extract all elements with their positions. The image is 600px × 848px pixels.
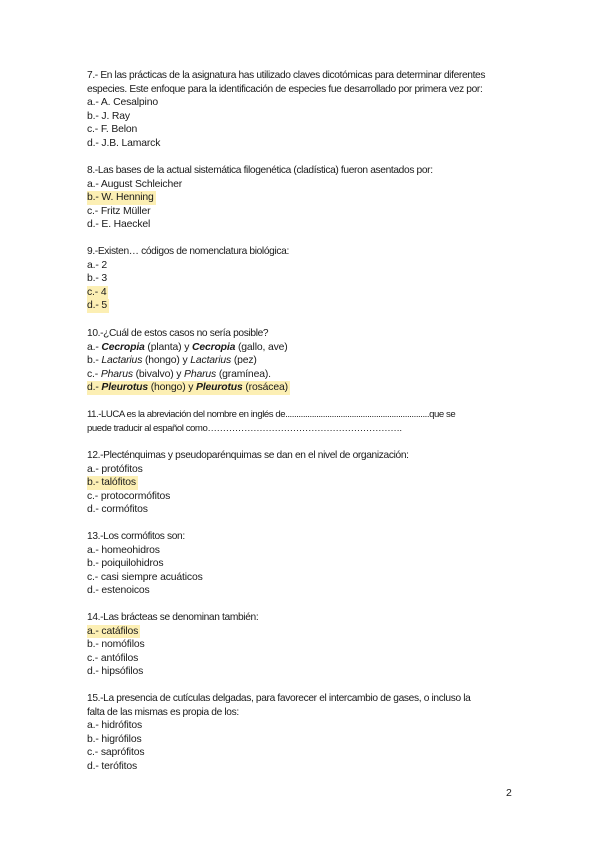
question-9-stem: 9.-Existen… códigos de nomenclatura biológica: <box>87 246 289 257</box>
question-14-stem: 14.-Las brácteas se denominan también: <box>87 612 259 623</box>
question-9-option-b: b.- 3 <box>87 273 108 285</box>
genus-name: Pleurotus <box>101 382 148 394</box>
question-10-option-c: c.- Pharus (bivalvo) y Pharus (gramínea). <box>87 368 271 380</box>
question-8-option-b-highlighted: b.- W. Henning <box>87 192 154 204</box>
question-14-option-d: d.- hipsófilos <box>87 666 144 678</box>
question-11-stem-line1: 11.-LUCA es la abreviación del nombre en inglés de.................................................................que se <box>87 409 456 420</box>
genus-name: Pharus <box>100 368 133 380</box>
page-number: 2 <box>506 787 512 799</box>
genus-name: Pleurotus <box>196 382 243 394</box>
genus-name: Pharus <box>184 368 217 380</box>
genus-name: Cecropia <box>101 341 145 353</box>
question-12-option-b-highlighted: b.- talófitos <box>87 477 136 489</box>
genus-name: Cecropia <box>191 341 236 353</box>
question-14-option-a-highlighted: a.- catáfilos <box>87 625 139 637</box>
question-13-option-a: a.- homeohidros <box>87 544 160 556</box>
question-9-option-c-highlighted: c.- 4 <box>87 286 107 298</box>
question-10-option-d-highlighted: d.- Pleurotus (hongo) y Pleurotus (rosácea) <box>87 382 288 394</box>
question-10-option-b: b.- Lactarius (hongo) y Lactarius (pez) <box>87 355 257 367</box>
question-8-option-d: d.- E. Haeckel <box>87 219 151 231</box>
genus-name: Lactarius <box>190 355 232 367</box>
question-15-option-b: b.- higrófilos <box>87 733 142 745</box>
question-7-stem-line2: especies. Este enfoque para la identificación de especies fue desarrollado por primera vez por: <box>87 83 483 95</box>
question-13-option-d: d.- estenoicos <box>87 585 150 597</box>
question-13 <box>87 530 527 598</box>
question-11 <box>87 408 527 435</box>
question-15-stem-line2: falta de las mismas es propia de los: <box>87 706 239 718</box>
question-15 <box>87 692 527 774</box>
question-15-option-c: c.- saprófitos <box>87 747 145 759</box>
question-14-option-c: c.- antófilos <box>87 652 139 664</box>
question-7-option-c: c.- F. Belon <box>87 124 138 136</box>
question-12-option-c: c.- protocormófitos <box>87 490 171 502</box>
question-14-option-b: b.- nomófilos <box>87 639 145 651</box>
question-10-stem: 10.-¿Cuál de estos casos no sería posible? <box>87 328 269 339</box>
question-13-option-b: b.- poiquilohidros <box>87 558 164 570</box>
question-8-stem: 8.-Las bases de la actual sistemática filogenética (cladística) fueron asentados por: <box>87 165 433 176</box>
question-11-stem-line2: puede traducir al español como………………………………………………………. <box>87 422 402 434</box>
question-8 <box>87 164 527 232</box>
question-7-option-a: a.- A. Cesalpino <box>87 97 158 109</box>
question-14 <box>87 611 527 679</box>
question-10 <box>87 327 527 395</box>
question-12-option-a: a.- protófitos <box>87 463 143 475</box>
question-9-option-d-highlighted: d.- 5 <box>87 300 108 312</box>
question-10-option-a: a.- Cecropia (planta) y Cecropia (gallo, ave) <box>87 341 288 353</box>
question-8-option-a: a.- August Schleicher <box>87 178 183 190</box>
question-7 <box>87 69 527 151</box>
question-12 <box>87 449 527 517</box>
genus-name: Lactarius <box>101 355 143 367</box>
question-12-option-d: d.- cormófitos <box>87 504 148 516</box>
question-13-option-c: c.- casi siempre acuáticos <box>87 571 203 583</box>
question-13-stem: 13.-Los cormófitos son: <box>87 531 185 542</box>
question-15-option-a: a.- hidrófitos <box>87 720 143 732</box>
question-9-option-a: a.- 2 <box>87 259 108 271</box>
question-12-stem: 12.-Plecténquimas y pseudoparénquimas se dan en el nivel de organización: <box>87 450 409 461</box>
question-9 <box>87 245 527 313</box>
question-8-option-c: c.- Fritz Müller <box>87 205 151 217</box>
question-7-option-d: d.- J.B. Lamarck <box>87 137 161 149</box>
question-7-stem-line1: 7.- En las prácticas de la asignatura has utilizado claves dicotómicas para determinar diferentes <box>87 70 486 81</box>
question-15-stem-line1: 15.-La presencia de cutículas delgadas, para favorecer el intercambio de gases, o incluso la <box>87 693 471 704</box>
question-7-option-b: b.- J. Ray <box>87 110 130 122</box>
question-15-option-d: d.- terófitos <box>87 760 138 772</box>
